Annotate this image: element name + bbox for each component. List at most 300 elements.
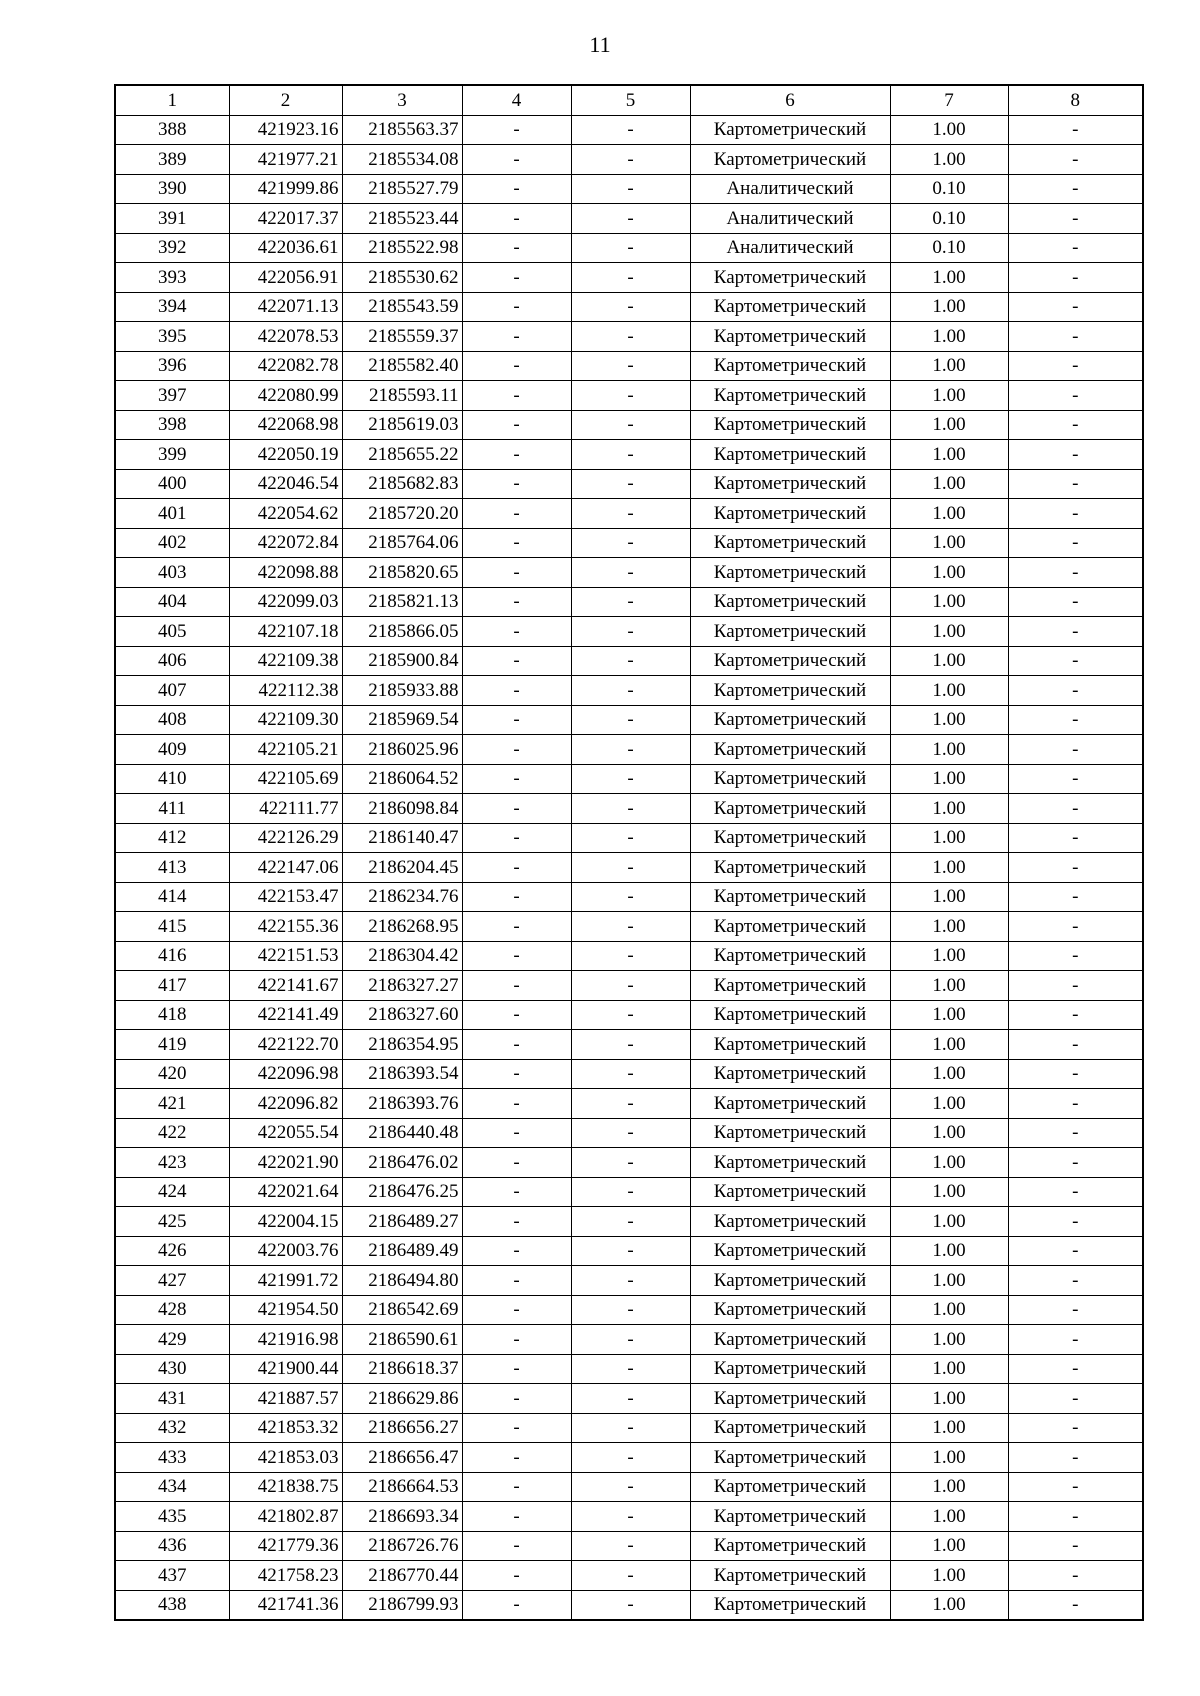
- column-8-cell: -: [1008, 971, 1143, 1001]
- table-row: [115, 1059, 1143, 1089]
- x-coordinate-cell: 421838.75: [229, 1472, 342, 1502]
- table-row: [115, 1177, 1143, 1207]
- x-coordinate-cell: 421999.86: [229, 174, 342, 204]
- method-cell: Картометрический: [690, 1413, 890, 1443]
- point-number-cell: 399: [115, 440, 229, 470]
- column-8-cell: -: [1008, 1207, 1143, 1237]
- accuracy-cell: 1.00: [890, 676, 1008, 706]
- column-4-cell: -: [462, 676, 571, 706]
- accuracy-cell: 1.00: [890, 558, 1008, 588]
- accuracy-cell: 1.00: [890, 853, 1008, 883]
- accuracy-cell: 1.00: [890, 705, 1008, 735]
- table-row: [115, 1089, 1143, 1119]
- point-number-cell: 428: [115, 1295, 229, 1325]
- method-cell: Картометрический: [690, 351, 890, 381]
- accuracy-cell: 1.00: [890, 735, 1008, 765]
- y-coordinate-cell: 2186494.80: [342, 1266, 462, 1296]
- y-coordinate-cell: 2186393.54: [342, 1059, 462, 1089]
- y-coordinate-cell: 2186476.02: [342, 1148, 462, 1178]
- table-row: [115, 853, 1143, 883]
- point-number-cell: 393: [115, 263, 229, 293]
- accuracy-cell: 1.00: [890, 1502, 1008, 1532]
- x-coordinate-cell: 422054.62: [229, 499, 342, 529]
- accuracy-cell: 1.00: [890, 145, 1008, 175]
- column-8-cell: -: [1008, 558, 1143, 588]
- column-5-cell: -: [571, 322, 690, 352]
- x-coordinate-cell: 422105.69: [229, 764, 342, 794]
- y-coordinate-cell: 2185543.59: [342, 292, 462, 322]
- column-8-cell: -: [1008, 1266, 1143, 1296]
- x-coordinate-cell: 422003.76: [229, 1236, 342, 1266]
- column-5-cell: -: [571, 469, 690, 499]
- y-coordinate-cell: 2186489.27: [342, 1207, 462, 1237]
- column-header: 6: [690, 85, 890, 115]
- table-row: [115, 1531, 1143, 1561]
- point-number-cell: 425: [115, 1207, 229, 1237]
- column-4-cell: -: [462, 1266, 571, 1296]
- table-row: [115, 1413, 1143, 1443]
- table-row: [115, 233, 1143, 263]
- column-8-cell: -: [1008, 705, 1143, 735]
- column-5-cell: -: [571, 292, 690, 322]
- y-coordinate-cell: 2186234.76: [342, 882, 462, 912]
- point-number-cell: 419: [115, 1030, 229, 1060]
- column-4-cell: -: [462, 853, 571, 883]
- column-5-cell: -: [571, 1059, 690, 1089]
- column-5-cell: -: [571, 351, 690, 381]
- accuracy-cell: 0.10: [890, 204, 1008, 234]
- column-4-cell: -: [462, 499, 571, 529]
- x-coordinate-cell: 421741.36: [229, 1590, 342, 1620]
- x-coordinate-cell: 422153.47: [229, 882, 342, 912]
- column-8-cell: -: [1008, 1177, 1143, 1207]
- y-coordinate-cell: 2186726.76: [342, 1531, 462, 1561]
- x-coordinate-cell: 421991.72: [229, 1266, 342, 1296]
- page-number: 11: [589, 32, 611, 57]
- column-4-cell: -: [462, 263, 571, 293]
- point-number-cell: 389: [115, 145, 229, 175]
- point-number-cell: 394: [115, 292, 229, 322]
- column-5-cell: -: [571, 1561, 690, 1591]
- column-5-cell: -: [571, 1413, 690, 1443]
- column-8-cell: -: [1008, 1089, 1143, 1119]
- method-cell: Картометрический: [690, 853, 890, 883]
- point-number-cell: 397: [115, 381, 229, 411]
- method-cell: Картометрический: [690, 440, 890, 470]
- table-row: [115, 263, 1143, 293]
- x-coordinate-cell: 421853.03: [229, 1443, 342, 1473]
- point-number-cell: 427: [115, 1266, 229, 1296]
- table-row: [115, 1148, 1143, 1178]
- method-cell: Картометрический: [690, 115, 890, 145]
- column-8-cell: -: [1008, 1325, 1143, 1355]
- column-4-cell: -: [462, 912, 571, 942]
- y-coordinate-cell: 2186327.27: [342, 971, 462, 1001]
- column-5-cell: -: [571, 735, 690, 765]
- column-4-cell: -: [462, 204, 571, 234]
- point-number-cell: 408: [115, 705, 229, 735]
- accuracy-cell: 0.10: [890, 174, 1008, 204]
- method-cell: Картометрический: [690, 1266, 890, 1296]
- method-cell: Картометрический: [690, 794, 890, 824]
- column-8-cell: -: [1008, 1030, 1143, 1060]
- x-coordinate-cell: 421954.50: [229, 1295, 342, 1325]
- y-coordinate-cell: 2186656.27: [342, 1413, 462, 1443]
- method-cell: Картометрический: [690, 1177, 890, 1207]
- column-4-cell: -: [462, 233, 571, 263]
- column-header: 5: [571, 85, 690, 115]
- column-8-cell: -: [1008, 1531, 1143, 1561]
- x-coordinate-cell: 422112.38: [229, 676, 342, 706]
- column-8-cell: -: [1008, 646, 1143, 676]
- column-8-cell: -: [1008, 1118, 1143, 1148]
- x-coordinate-cell: 421853.32: [229, 1413, 342, 1443]
- table-row: [115, 1502, 1143, 1532]
- column-5-cell: -: [571, 1384, 690, 1414]
- point-number-cell: 436: [115, 1531, 229, 1561]
- column-8-cell: -: [1008, 1354, 1143, 1384]
- column-4-cell: -: [462, 1030, 571, 1060]
- accuracy-cell: 1.00: [890, 1000, 1008, 1030]
- method-cell: Картометрический: [690, 823, 890, 853]
- column-4-cell: -: [462, 1384, 571, 1414]
- x-coordinate-cell: 422141.67: [229, 971, 342, 1001]
- method-cell: Картометрический: [690, 499, 890, 529]
- column-5-cell: -: [571, 440, 690, 470]
- column-4-cell: -: [462, 1207, 571, 1237]
- table-row: [115, 1354, 1143, 1384]
- accuracy-cell: 1.00: [890, 499, 1008, 529]
- column-4-cell: -: [462, 617, 571, 647]
- y-coordinate-cell: 2185655.22: [342, 440, 462, 470]
- column-header: 8: [1008, 85, 1143, 115]
- column-4-cell: -: [462, 1236, 571, 1266]
- column-5-cell: -: [571, 587, 690, 617]
- y-coordinate-cell: 2185534.08: [342, 145, 462, 175]
- accuracy-cell: 1.00: [890, 1266, 1008, 1296]
- accuracy-cell: 1.00: [890, 292, 1008, 322]
- y-coordinate-cell: 2186770.44: [342, 1561, 462, 1591]
- y-coordinate-cell: 2186664.53: [342, 1472, 462, 1502]
- y-coordinate-cell: 2186204.45: [342, 853, 462, 883]
- x-coordinate-cell: 422056.91: [229, 263, 342, 293]
- table-row: [115, 794, 1143, 824]
- method-cell: Картометрический: [690, 1030, 890, 1060]
- point-number-cell: 412: [115, 823, 229, 853]
- column-4-cell: -: [462, 794, 571, 824]
- accuracy-cell: 1.00: [890, 322, 1008, 352]
- accuracy-cell: 1.00: [890, 1413, 1008, 1443]
- y-coordinate-cell: 2185523.44: [342, 204, 462, 234]
- x-coordinate-cell: 422082.78: [229, 351, 342, 381]
- column-4-cell: -: [462, 410, 571, 440]
- method-cell: Картометрический: [690, 1472, 890, 1502]
- point-number-cell: 432: [115, 1413, 229, 1443]
- column-4-cell: -: [462, 115, 571, 145]
- column-4-cell: -: [462, 823, 571, 853]
- method-cell: Картометрический: [690, 1207, 890, 1237]
- column-8-cell: -: [1008, 1502, 1143, 1532]
- column-header: 7: [890, 85, 1008, 115]
- column-4-cell: -: [462, 587, 571, 617]
- column-8-cell: -: [1008, 410, 1143, 440]
- method-cell: Аналитический: [690, 233, 890, 263]
- y-coordinate-cell: 2186799.93: [342, 1590, 462, 1620]
- column-4-cell: -: [462, 1295, 571, 1325]
- table-row: [115, 912, 1143, 942]
- column-4-cell: -: [462, 322, 571, 352]
- accuracy-cell: 1.00: [890, 1443, 1008, 1473]
- column-8-cell: -: [1008, 1000, 1143, 1030]
- accuracy-cell: 1.00: [890, 1354, 1008, 1384]
- method-cell: Картометрический: [690, 764, 890, 794]
- column-8-cell: -: [1008, 351, 1143, 381]
- column-8-cell: -: [1008, 1148, 1143, 1178]
- column-8-cell: -: [1008, 440, 1143, 470]
- y-coordinate-cell: 2185933.88: [342, 676, 462, 706]
- coordinates-table: [114, 84, 1144, 1621]
- accuracy-cell: 1.00: [890, 381, 1008, 411]
- column-5-cell: -: [571, 676, 690, 706]
- column-4-cell: -: [462, 705, 571, 735]
- column-5-cell: -: [571, 1177, 690, 1207]
- point-number-cell: 430: [115, 1354, 229, 1384]
- y-coordinate-cell: 2186656.47: [342, 1443, 462, 1473]
- method-cell: Картометрический: [690, 292, 890, 322]
- accuracy-cell: 1.00: [890, 1295, 1008, 1325]
- column-5-cell: -: [571, 941, 690, 971]
- column-5-cell: -: [571, 233, 690, 263]
- point-number-cell: 400: [115, 469, 229, 499]
- point-number-cell: 396: [115, 351, 229, 381]
- column-8-cell: -: [1008, 1413, 1143, 1443]
- point-number-cell: 423: [115, 1148, 229, 1178]
- point-number-cell: 429: [115, 1325, 229, 1355]
- y-coordinate-cell: 2186098.84: [342, 794, 462, 824]
- y-coordinate-cell: 2185866.05: [342, 617, 462, 647]
- column-4-cell: -: [462, 971, 571, 1001]
- point-number-cell: 401: [115, 499, 229, 529]
- point-number-cell: 410: [115, 764, 229, 794]
- y-coordinate-cell: 2185682.83: [342, 469, 462, 499]
- point-number-cell: 398: [115, 410, 229, 440]
- accuracy-cell: 1.00: [890, 469, 1008, 499]
- point-number-cell: 433: [115, 1443, 229, 1473]
- point-number-cell: 392: [115, 233, 229, 263]
- x-coordinate-cell: 421887.57: [229, 1384, 342, 1414]
- column-5-cell: -: [571, 410, 690, 440]
- accuracy-cell: 1.00: [890, 646, 1008, 676]
- column-8-cell: -: [1008, 764, 1143, 794]
- table-row: [115, 971, 1143, 1001]
- x-coordinate-cell: 422107.18: [229, 617, 342, 647]
- column-5-cell: -: [571, 558, 690, 588]
- column-5-cell: -: [571, 499, 690, 529]
- y-coordinate-cell: 2186327.60: [342, 1000, 462, 1030]
- x-coordinate-cell: 421779.36: [229, 1531, 342, 1561]
- method-cell: Картометрический: [690, 1236, 890, 1266]
- x-coordinate-cell: 422050.19: [229, 440, 342, 470]
- method-cell: Картометрический: [690, 587, 890, 617]
- method-cell: Картометрический: [690, 1590, 890, 1620]
- table-row: [115, 1472, 1143, 1502]
- column-5-cell: -: [571, 1207, 690, 1237]
- table-row: [115, 1118, 1143, 1148]
- x-coordinate-cell: 422151.53: [229, 941, 342, 971]
- column-4-cell: -: [462, 469, 571, 499]
- point-number-cell: 431: [115, 1384, 229, 1414]
- table-row: [115, 322, 1143, 352]
- table-row: [115, 528, 1143, 558]
- method-cell: Картометрический: [690, 1384, 890, 1414]
- table-row: [115, 174, 1143, 204]
- table-row: [115, 646, 1143, 676]
- y-coordinate-cell: 2186304.42: [342, 941, 462, 971]
- point-number-cell: 411: [115, 794, 229, 824]
- x-coordinate-cell: 422109.38: [229, 646, 342, 676]
- column-4-cell: -: [462, 735, 571, 765]
- column-4-cell: -: [462, 1443, 571, 1473]
- accuracy-cell: 1.00: [890, 823, 1008, 853]
- column-8-cell: -: [1008, 381, 1143, 411]
- table-row: [115, 145, 1143, 175]
- column-5-cell: -: [571, 1236, 690, 1266]
- table-row: [115, 1000, 1143, 1030]
- y-coordinate-cell: 2186629.86: [342, 1384, 462, 1414]
- column-8-cell: -: [1008, 1236, 1143, 1266]
- method-cell: Картометрический: [690, 145, 890, 175]
- column-5-cell: -: [571, 263, 690, 293]
- method-cell: Картометрический: [690, 646, 890, 676]
- column-5-cell: -: [571, 145, 690, 175]
- method-cell: Аналитический: [690, 204, 890, 234]
- y-coordinate-cell: 2186140.47: [342, 823, 462, 853]
- column-5-cell: -: [571, 115, 690, 145]
- point-number-cell: 434: [115, 1472, 229, 1502]
- x-coordinate-cell: 422105.21: [229, 735, 342, 765]
- accuracy-cell: 1.00: [890, 617, 1008, 647]
- y-coordinate-cell: 2186618.37: [342, 1354, 462, 1384]
- column-4-cell: -: [462, 174, 571, 204]
- y-coordinate-cell: 2185563.37: [342, 115, 462, 145]
- point-number-cell: 420: [115, 1059, 229, 1089]
- x-coordinate-cell: 422055.54: [229, 1118, 342, 1148]
- point-number-cell: 437: [115, 1561, 229, 1591]
- point-number-cell: 416: [115, 941, 229, 971]
- column-5-cell: -: [571, 705, 690, 735]
- column-4-cell: -: [462, 764, 571, 794]
- x-coordinate-cell: 422021.64: [229, 1177, 342, 1207]
- column-8-cell: -: [1008, 1059, 1143, 1089]
- table-row: [115, 115, 1143, 145]
- method-cell: Картометрический: [690, 1059, 890, 1089]
- column-8-cell: -: [1008, 1561, 1143, 1591]
- column-8-cell: -: [1008, 145, 1143, 175]
- table-row: [115, 410, 1143, 440]
- method-cell: Картометрический: [690, 1089, 890, 1119]
- column-4-cell: -: [462, 528, 571, 558]
- accuracy-cell: 1.00: [890, 115, 1008, 145]
- table-row: [115, 1207, 1143, 1237]
- table-row: [115, 735, 1143, 765]
- x-coordinate-cell: 422036.61: [229, 233, 342, 263]
- x-coordinate-cell: 422021.90: [229, 1148, 342, 1178]
- point-number-cell: 403: [115, 558, 229, 588]
- y-coordinate-cell: 2186268.95: [342, 912, 462, 942]
- accuracy-cell: 1.00: [890, 1384, 1008, 1414]
- x-coordinate-cell: 421900.44: [229, 1354, 342, 1384]
- method-cell: Картометрический: [690, 469, 890, 499]
- accuracy-cell: 1.00: [890, 351, 1008, 381]
- column-8-cell: -: [1008, 853, 1143, 883]
- x-coordinate-cell: 421916.98: [229, 1325, 342, 1355]
- column-8-cell: -: [1008, 115, 1143, 145]
- column-4-cell: -: [462, 292, 571, 322]
- x-coordinate-cell: 422098.88: [229, 558, 342, 588]
- x-coordinate-cell: 422072.84: [229, 528, 342, 558]
- table-row: [115, 440, 1143, 470]
- accuracy-cell: 1.00: [890, 971, 1008, 1001]
- accuracy-cell: 1.00: [890, 1561, 1008, 1591]
- column-4-cell: -: [462, 1531, 571, 1561]
- table-row: [115, 292, 1143, 322]
- y-coordinate-cell: 2185900.84: [342, 646, 462, 676]
- column-8-cell: -: [1008, 469, 1143, 499]
- x-coordinate-cell: 422096.82: [229, 1089, 342, 1119]
- column-5-cell: -: [571, 1266, 690, 1296]
- point-number-cell: 438: [115, 1590, 229, 1620]
- column-5-cell: -: [571, 381, 690, 411]
- column-5-cell: -: [571, 1502, 690, 1532]
- column-5-cell: -: [571, 204, 690, 234]
- x-coordinate-cell: 422111.77: [229, 794, 342, 824]
- accuracy-cell: 1.00: [890, 1236, 1008, 1266]
- y-coordinate-cell: 2185720.20: [342, 499, 462, 529]
- method-cell: Картометрический: [690, 1295, 890, 1325]
- table-row: [115, 587, 1143, 617]
- column-8-cell: -: [1008, 322, 1143, 352]
- table-header-row: [115, 85, 1143, 115]
- column-8-cell: -: [1008, 1472, 1143, 1502]
- x-coordinate-cell: 422155.36: [229, 912, 342, 942]
- column-8-cell: -: [1008, 174, 1143, 204]
- table-row: [115, 764, 1143, 794]
- table-row: [115, 1266, 1143, 1296]
- accuracy-cell: 1.00: [890, 1207, 1008, 1237]
- column-header: 4: [462, 85, 571, 115]
- table-row: [115, 1236, 1143, 1266]
- method-cell: Картометрический: [690, 322, 890, 352]
- method-cell: Картометрический: [690, 528, 890, 558]
- column-8-cell: -: [1008, 233, 1143, 263]
- column-5-cell: -: [571, 1590, 690, 1620]
- column-4-cell: -: [462, 381, 571, 411]
- x-coordinate-cell: 422080.99: [229, 381, 342, 411]
- table-row: [115, 1443, 1143, 1473]
- accuracy-cell: 0.10: [890, 233, 1008, 263]
- column-8-cell: -: [1008, 204, 1143, 234]
- table-row: [115, 823, 1143, 853]
- y-coordinate-cell: 2185559.37: [342, 322, 462, 352]
- accuracy-cell: 1.00: [890, 794, 1008, 824]
- table-row: [115, 705, 1143, 735]
- y-coordinate-cell: 2185820.65: [342, 558, 462, 588]
- method-cell: Картометрический: [690, 263, 890, 293]
- x-coordinate-cell: 421923.16: [229, 115, 342, 145]
- column-5-cell: -: [571, 174, 690, 204]
- point-number-cell: 407: [115, 676, 229, 706]
- table-row: [115, 882, 1143, 912]
